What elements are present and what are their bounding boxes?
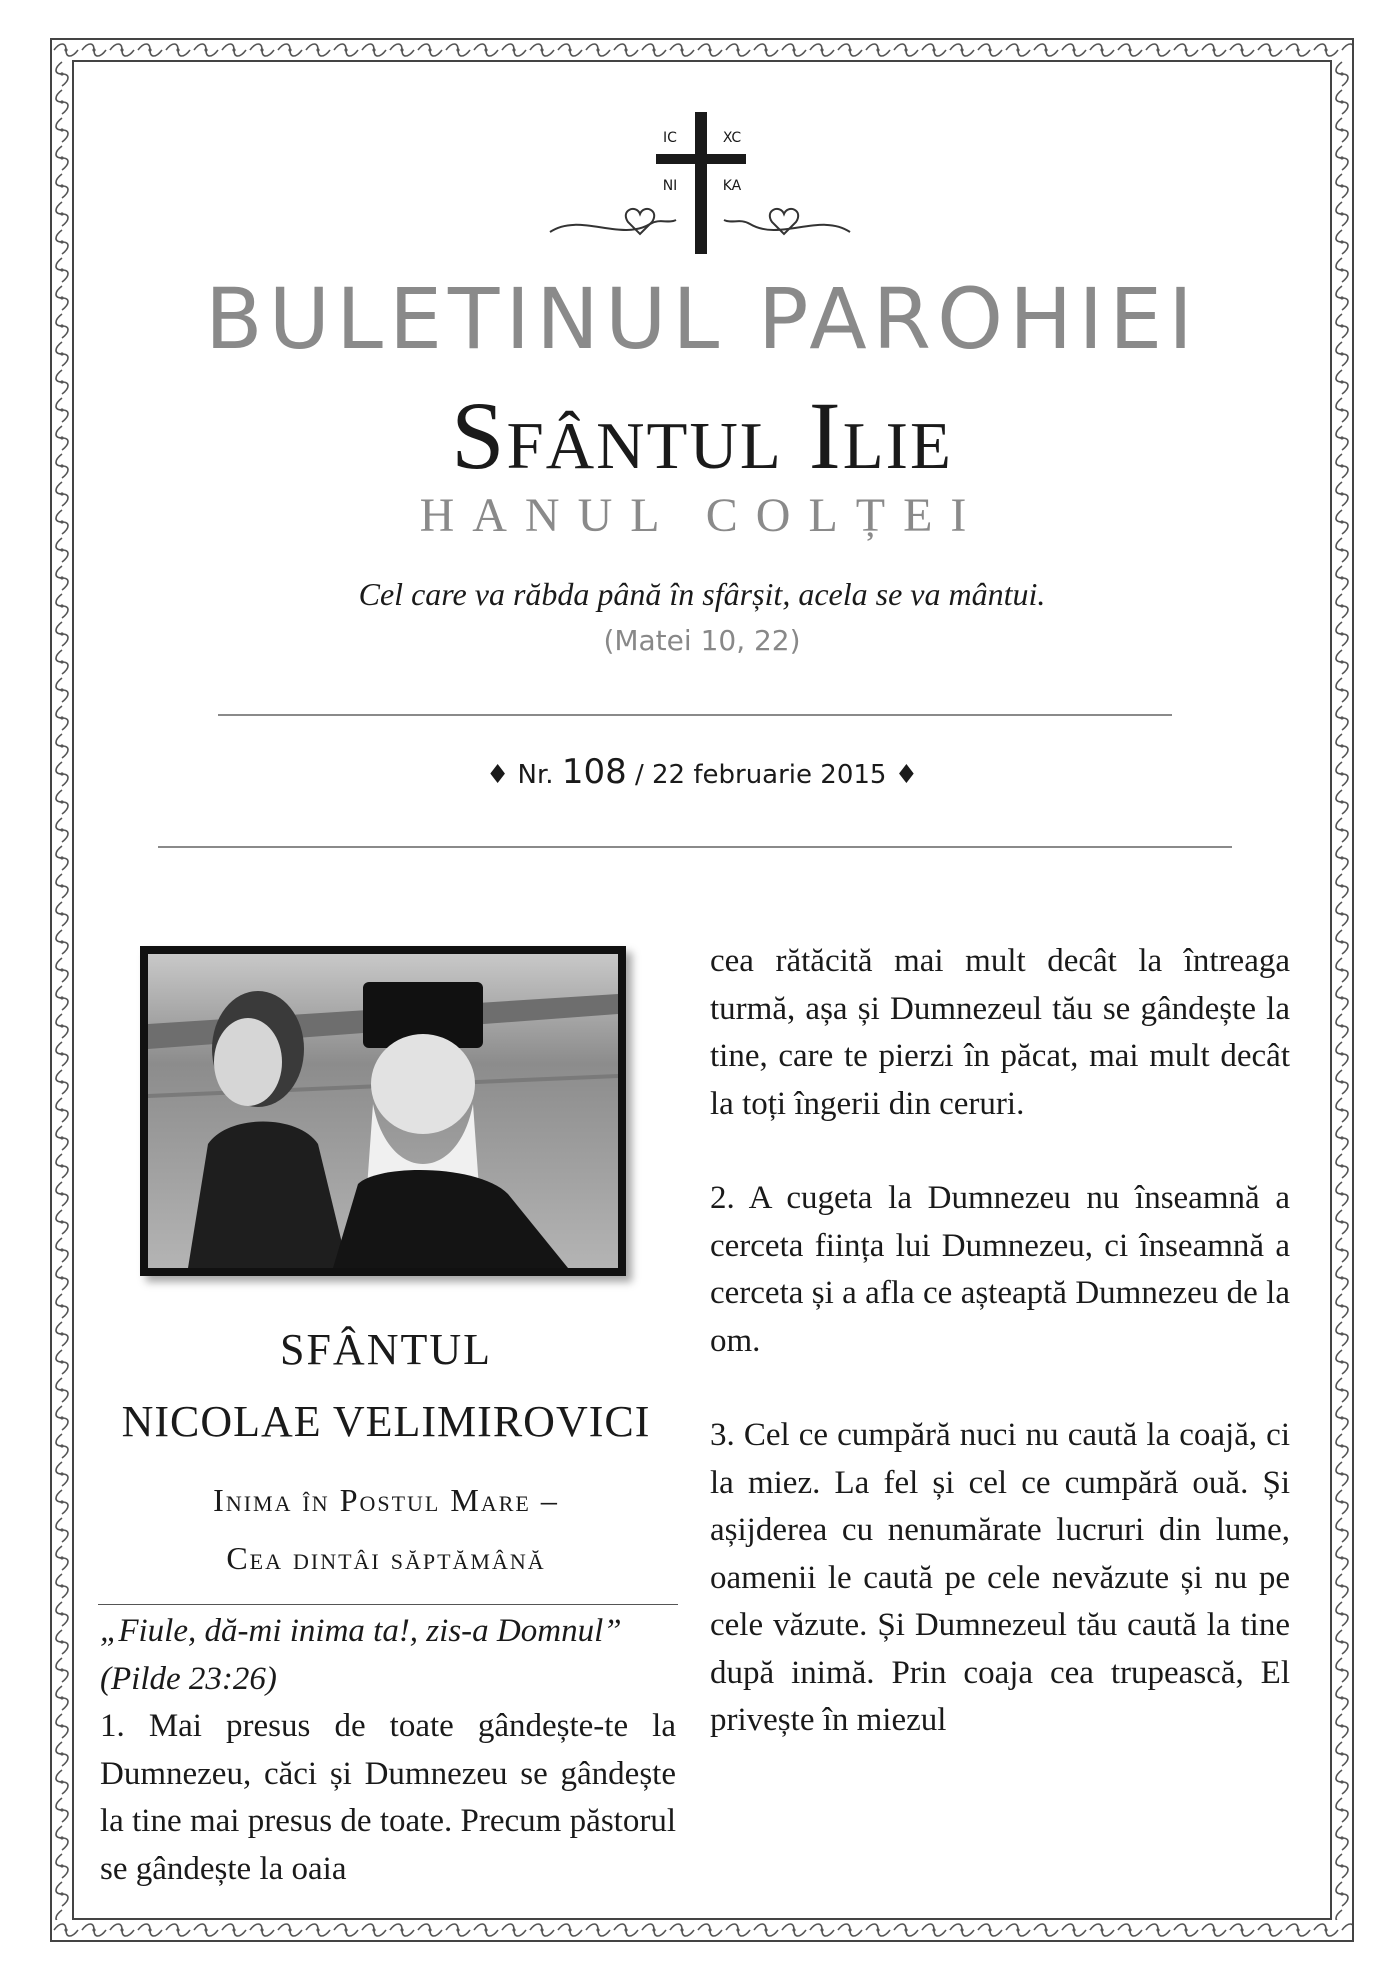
ornament-border-bottom <box>52 1920 1352 1940</box>
svg-text:IC: IC <box>663 130 677 146</box>
svg-text:NI: NI <box>662 178 678 194</box>
article-subtitle-line2: Cea dintâi săptămână <box>226 1540 546 1576</box>
issue-number: 108 <box>561 752 627 792</box>
issue-date: / 22 februarie 2015 ♦ <box>634 760 919 790</box>
ornament-border-top <box>52 40 1352 60</box>
svg-text:KA: KA <box>722 178 742 194</box>
article-paragraph-1-cont: cea rătăcită mai mult decât la întreaga turmă, așa și Dumnezeul tău se gândește la tine, care te pierzi în păcat, mai mult decât la toți îngerii din ceruri. <box>710 943 1290 1122</box>
cross-emblem <box>540 112 860 262</box>
ornament-border-left <box>52 60 72 1920</box>
svg-text:XC: XC <box>722 130 742 146</box>
bulletin-title: BULETINUL PAROHIEI <box>205 270 1199 368</box>
article-left-column <box>100 1608 676 1893</box>
article-right-column <box>710 938 1290 1745</box>
divider-bottom <box>158 846 1232 848</box>
article-title-line1: SFÂNTUL <box>279 1325 493 1374</box>
ornament-border-right <box>1332 60 1352 1920</box>
article-photo <box>140 946 626 1276</box>
article-subtitle-line1: Inima în Postul Mare – <box>213 1482 559 1518</box>
divider-top <box>218 714 1172 716</box>
motto-reference: (Matei 10, 22) <box>603 624 801 657</box>
article-divider <box>98 1604 678 1605</box>
issue-line <box>72 752 1332 792</box>
article-paragraph-2: 2. A cugeta la Dumnezeu nu înseamnă a cerceta ființa lui Dumnezeu, ci înseamnă a cerceta și a afla ce așteaptă Dumnezeu de la om. <box>710 1180 1290 1359</box>
parish-location: HANUL COLȚEI <box>419 489 985 542</box>
article-title-line2: NICOLAE VELIMIROVICI <box>121 1397 651 1446</box>
article-paragraph-1: 1. Mai presus de toate gândește-te la Dumnezeu, căci și Dumnezeu se gândește la tine mai presus de toate. Precum păstorul se gândește la oaia <box>100 1708 676 1887</box>
parish-name: Sfântul Ilie <box>451 382 953 489</box>
issue-prefix: ♦ Nr. <box>485 760 554 790</box>
motto: Cel care va răbda până în sfârșit, acela se va mântui. <box>358 576 1046 612</box>
orthodox-cross-icon <box>540 112 860 262</box>
article-quote: „Fiule, dă-mi inima ta!, zis-a Domnul” (Pilde 23:26) <box>100 1613 622 1697</box>
article-paragraph-3: 3. Cel ce cumpără nuci nu caută la coajă, ci la miez. La fel și cel ce cumpără ouă. Și așijderea cu nenumărate lucruri din lume, oamenii le caută pe cele nevăzute și nu pe cele văzute. Și Dumnezeul tău caută la tine după inimă. Prin coaja cea trupească, El privește în miezul <box>710 1417 1290 1738</box>
